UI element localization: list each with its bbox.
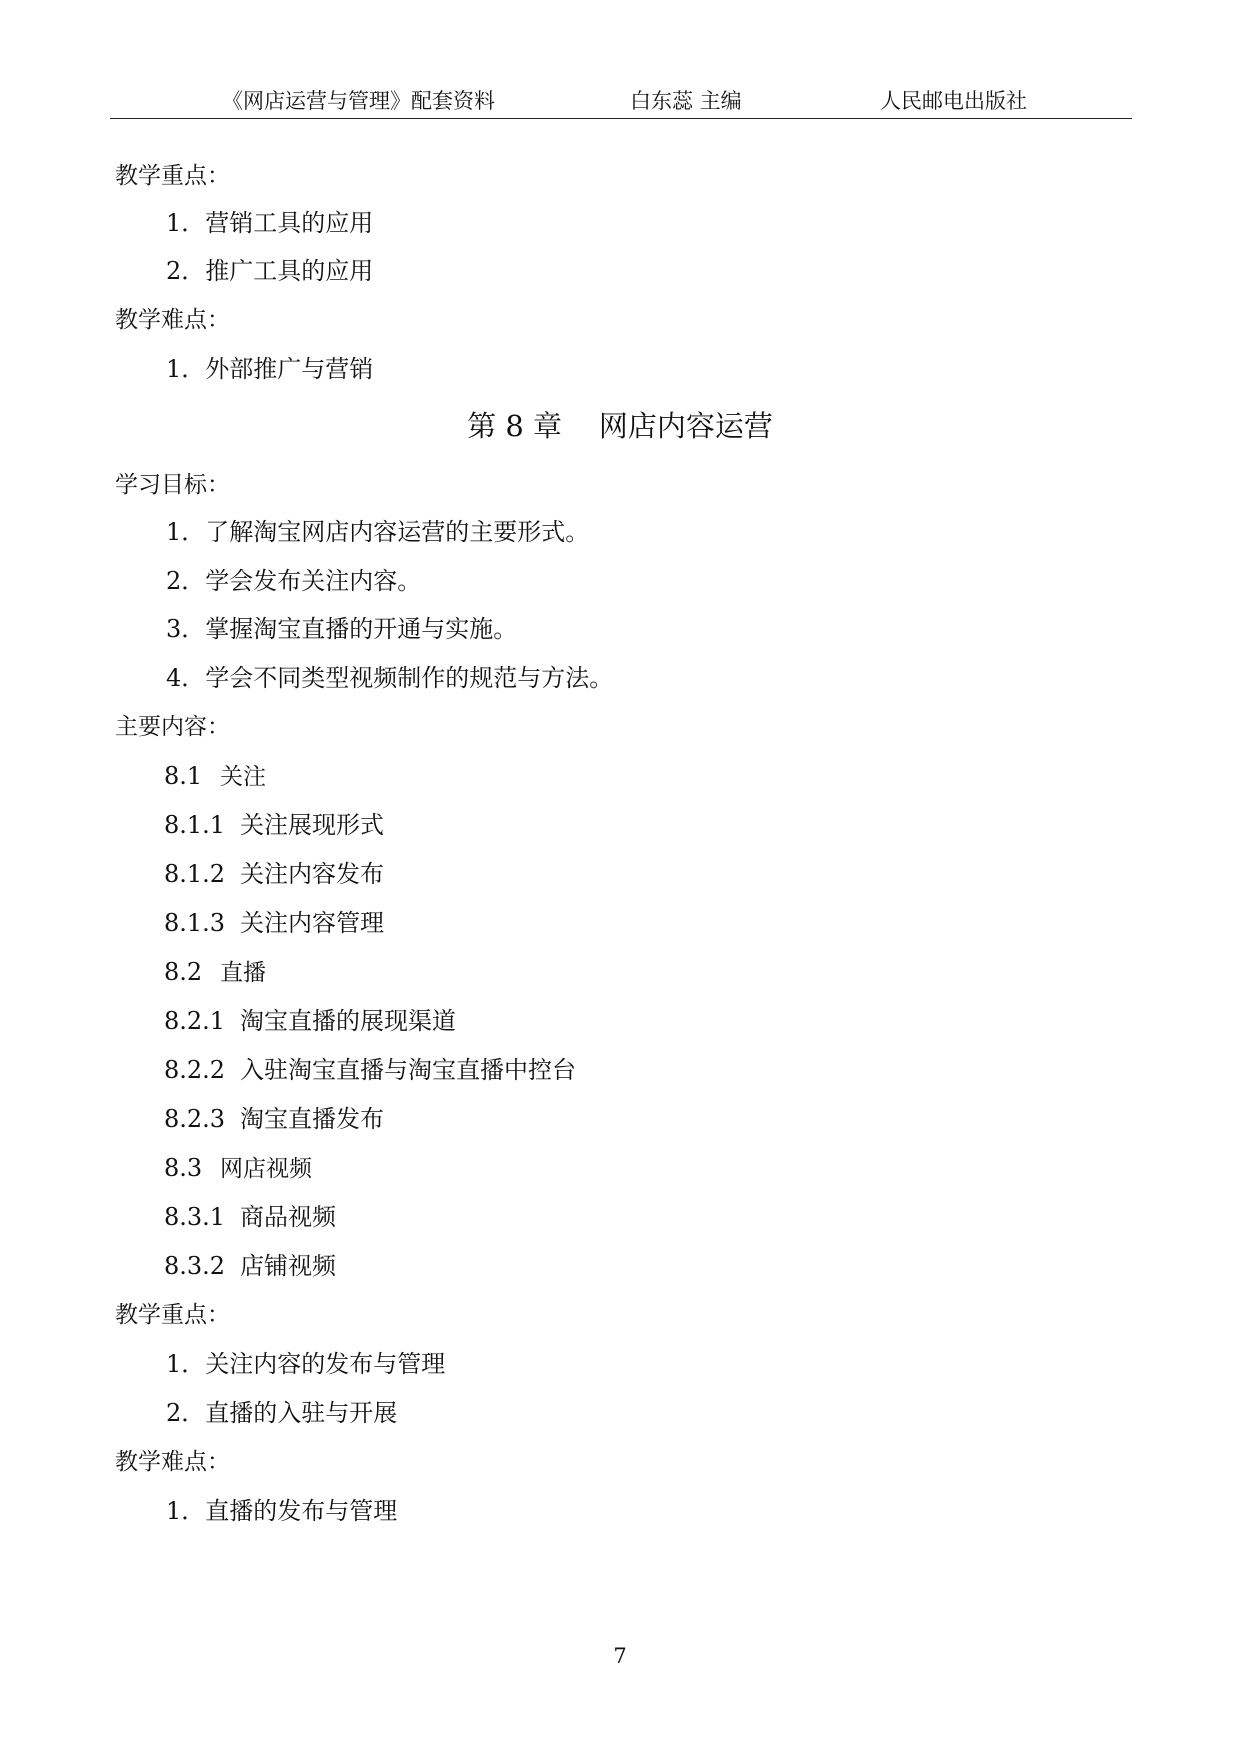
key-points-heading: 教学重点： — [115, 1302, 230, 1328]
key-point-1: 1．关注内容的发布与管理 — [166, 1350, 446, 1378]
header-publisher: 人民邮电出版社 — [880, 89, 1027, 113]
subsection-title: 商品视频 — [240, 1203, 336, 1231]
section-8-2 — [164, 957, 266, 988]
difficulty-1: 1．直播的发布与管理 — [166, 1497, 398, 1525]
section-title: 直播 — [220, 960, 266, 986]
subsection-number: 8.1.1 — [164, 811, 226, 839]
page-header — [110, 0, 1132, 119]
subsection-number: 8.3.2 — [164, 1252, 226, 1280]
chapter-title: 第 8 章 网店内容运营 — [467, 409, 773, 443]
subsection-8-1-3 — [164, 908, 384, 938]
section-number: 8.2 — [164, 958, 203, 986]
contents-heading: 主要内容： — [115, 714, 230, 740]
subsection-title: 入驻淘宝直播与淘宝直播中控台 — [240, 1056, 576, 1084]
subsection-title: 关注内容发布 — [240, 860, 384, 888]
section-title: 关注 — [220, 764, 266, 790]
header-editor: 白东蕊 主编 — [630, 89, 742, 113]
prev-key-point-2: 2．推广工具的应用 — [166, 257, 374, 285]
difficulties-heading: 教学难点： — [115, 1449, 230, 1475]
subsection-8-2-1 — [164, 1006, 456, 1036]
objective-2: 2．学会发布关注内容。 — [166, 567, 422, 595]
subsection-number: 8.3.1 — [164, 1203, 226, 1231]
prev-difficulty-1: 1．外部推广与营销 — [166, 355, 374, 383]
subsection-8-2-3 — [164, 1104, 384, 1134]
objective-3: 3．掌握淘宝直播的开通与实施。 — [166, 615, 518, 643]
prev-difficulties-heading: 教学难点： — [115, 307, 230, 333]
header-book-title: 《网店运营与管理》配套资料 — [222, 89, 495, 113]
section-8-3 — [164, 1153, 312, 1184]
section-8-1 — [164, 761, 266, 792]
section-title: 网店视频 — [220, 1156, 312, 1182]
subsection-title: 淘宝直播的展现渠道 — [240, 1007, 456, 1035]
subsection-title: 关注内容管理 — [240, 909, 384, 937]
objective-4: 4．学会不同类型视频制作的规范与方法。 — [166, 664, 614, 692]
subsection-8-2-2 — [164, 1055, 576, 1085]
subsection-8-3-1 — [164, 1202, 336, 1232]
section-number: 8.3 — [164, 1154, 203, 1182]
objectives-heading: 学习目标： — [115, 472, 230, 498]
subsection-8-3-2 — [164, 1251, 336, 1281]
key-point-2: 2．直播的入驻与开展 — [166, 1399, 398, 1427]
subsection-number: 8.2.1 — [164, 1007, 226, 1035]
subsection-number: 8.1.3 — [164, 909, 226, 937]
subsection-number: 8.2.2 — [164, 1056, 226, 1084]
section-number: 8.1 — [164, 762, 203, 790]
subsection-8-1-2 — [164, 859, 384, 889]
subsection-8-1-1 — [164, 810, 384, 840]
objective-1: 1．了解淘宝网店内容运营的主要形式。 — [166, 518, 590, 546]
subsection-number: 8.1.2 — [164, 860, 226, 888]
page-number: 7 — [613, 1644, 627, 1668]
subsection-number: 8.2.3 — [164, 1105, 226, 1133]
subsection-title: 关注展现形式 — [240, 811, 384, 839]
prev-key-points-heading: 教学重点： — [115, 163, 230, 189]
prev-key-point-1: 1．营销工具的应用 — [166, 209, 374, 237]
subsection-title: 淘宝直播发布 — [240, 1105, 384, 1133]
subsection-title: 店铺视频 — [240, 1252, 336, 1280]
